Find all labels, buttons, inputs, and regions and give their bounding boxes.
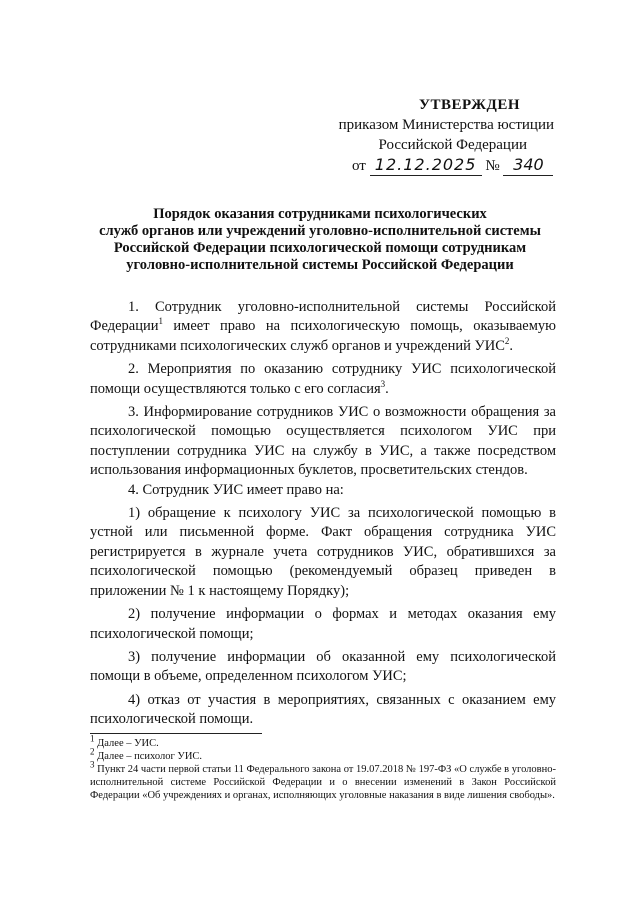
footnote-ref-2: 2 (504, 335, 510, 346)
paragraph-2-text-b: . (385, 380, 389, 397)
footnote-divider (90, 733, 262, 734)
approval-date: 12.12.2025 (370, 155, 482, 176)
footnote-3-text: Пункт 24 части первой статьи 11 Федерального закона от 19.07.2018 № 197-ФЗ «О службе в уголовно-исполнительной системе Российской Федерации и о внесении изменений в Закон Российской Федерации «Об учреждениях и органах, исполняющих уголовные наказания в виде лишения свободы». (90, 764, 556, 801)
paragraph-1-text-b: имеет право на психологическую помощь, оказываемую сотрудниками психологических служб органов и учреждений УИС (90, 318, 556, 354)
approval-from-label: от (352, 158, 366, 174)
approval-date-line (320, 155, 560, 176)
footnote-ref-1: 1 (158, 316, 163, 327)
approval-ministry: приказом Министерства юстиции (338, 117, 554, 133)
paragraph-3: 3. Информирование сотрудников УИС о возможности обращения за психологической помощью осуществляется психологом УИС при поступлении сотрудника УИС на службу в УИС, а также посредством использования информационных буклетов, просветительских стендов. (90, 404, 556, 479)
footnote-2-text: Далее – психолог УИС. (94, 751, 203, 762)
list-item-1: 1) обращение к психологу УИС за психологической помощью в устной или письменной форме. Факт обращения сотрудника УИС регистрируется в журнале учета сотрудников УИС, обратившихся за психологической помощью (рекомендуемый образец приведен в приложении № 1 к настоящему Порядку); (90, 505, 556, 599)
list-item-3: 3) получение информации об оказанной ему психологической помощи в объеме, определенном психологом УИС; (90, 648, 556, 685)
document-title (90, 206, 550, 274)
approval-country: Российской Федерации (378, 137, 527, 153)
title-line-4: уголовно-исполнительной системы Российской Федерации (126, 257, 514, 273)
paragraph-2 (90, 360, 556, 399)
paragraph-1-text-c: . (509, 337, 514, 354)
paragraph-1 (90, 298, 556, 356)
footnote-3 (90, 759, 556, 802)
footnote-2 (90, 746, 556, 763)
footnote-1 (90, 733, 556, 750)
footnote-1-text: Далее – УИС. (94, 738, 159, 749)
footnote-1-mark: 1 (90, 733, 95, 744)
approval-number: 340 (503, 155, 553, 176)
title-line-1: Порядок оказания сотрудниками психологических (153, 206, 487, 222)
footnote-ref-3: 3 (380, 378, 386, 389)
paragraph-2-text-a: 2. Мероприятия по оказанию сотруднику УИС психологической помощи осуществляются только с его согласия (90, 361, 556, 397)
paragraph-1-text-a: 1. Сотрудник уголовно-исполнительной системы Российской Федерации (90, 299, 556, 335)
paragraph-4: 4. Сотрудник УИС имеет право на: (128, 481, 344, 498)
approval-number-label: № (485, 158, 500, 174)
footnotes (90, 733, 556, 802)
footnote-2-mark: 2 (90, 746, 95, 757)
approval-stamp: УТВЕРЖДЕН (419, 97, 520, 113)
document-body (90, 298, 556, 730)
approval-block (320, 95, 560, 176)
list-item-4: 4) отказ от участия в мероприятиях, связанных с оказанием ему психологической помощи. (90, 691, 556, 728)
footnote-3-mark: 3 (90, 759, 95, 770)
list-item-2: 2) получение информации о формах и методах оказания ему психологической помощи; (90, 606, 556, 642)
title-line-2: служб органов или учреждений уголовно-исполнительной системы (99, 223, 541, 239)
title-line-3: Российской Федерации психологической помощи сотрудникам (113, 240, 527, 256)
